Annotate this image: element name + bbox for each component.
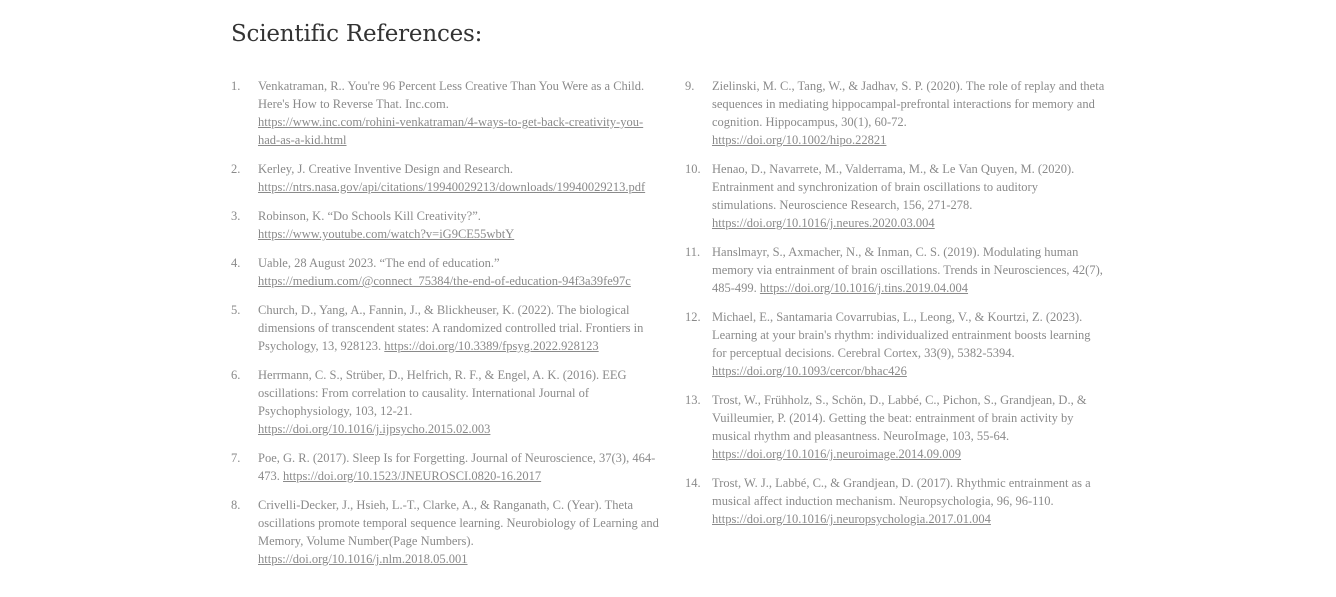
reference-text: Henao, D., Navarrete, M., Valderrama, M., & Le Van Quyen, M. (2020). Entrainment and synchronization of brain oscillations to auditory stimulations. Neuroscience Research, 156, 271-278.: [712, 162, 1075, 212]
reference-link[interactable]: https://doi.org/10.1002/hipo.22821: [712, 133, 887, 147]
reference-number: 12.: [685, 310, 701, 324]
reference-link[interactable]: https://doi.org/10.1016/j.nlm.2018.05.001: [258, 552, 468, 566]
reference-link[interactable]: https://doi.org/10.1016/j.ijpsycho.2015.02.003: [258, 422, 491, 436]
reference-link[interactable]: https://ntrs.nasa.gov/api/citations/19940029213/downloads/19940029213.pdf: [258, 180, 646, 194]
reference-link[interactable]: https://doi.org/10.1016/j.neuroimage.2014.09.009: [712, 447, 962, 461]
reference-text: Uable, 28 August 2023. “The end of education.”: [258, 256, 500, 270]
reference-item-13: [685, 391, 1105, 463]
reference-item-8: [231, 496, 661, 568]
reference-item-2: [231, 160, 661, 196]
reference-link[interactable]: https://doi.org/10.1016/j.neures.2020.03.004: [712, 216, 935, 230]
reference-item-4: [231, 254, 661, 290]
reference-link[interactable]: https://doi.org/10.1016/j.tins.2019.04.004: [759, 281, 969, 295]
reference-number: 8.: [231, 498, 241, 512]
reference-link[interactable]: https://doi.org/10.3389/fpsyg.2022.928123: [384, 339, 599, 353]
reference-link[interactable]: https://www.inc.com/rohini-venkatraman/4-ways-to-get-back-creativity-you-had-as-a-kid.html: [258, 115, 644, 147]
reference-number: 5.: [231, 303, 241, 317]
reference-link[interactable]: https://medium.com/@connect_75384/the-end-of-education-94f3a39fe97c: [258, 274, 631, 288]
reference-number: 14.: [685, 476, 701, 490]
reference-number: 9.: [685, 79, 695, 93]
reference-text: Trost, W. J., Labbé, C., & Grandjean, D. (2017). Rhythmic entrainment as a musical affect induction mechanism. Neuropsychologia, 96, 96-110.: [712, 476, 1091, 508]
reference-number: 2.: [231, 162, 241, 176]
reference-item-12: [685, 308, 1105, 380]
reference-item-10: [685, 160, 1105, 232]
reference-number: 11.: [685, 245, 701, 259]
reference-item-11: [685, 243, 1105, 297]
reference-text: Church, D., Yang, A., Fannin, J., & Blickheuser, K. (2022). The biological dimensions of transcendent states: A randomized controlled trial. Frontiers in Psychology, 13, 928123.: [258, 303, 644, 353]
reference-link[interactable]: https://doi.org/10.1523/JNEUROSCI.0820-16.2017: [283, 469, 542, 483]
reference-text: Crivelli-Decker, J., Hsieh, L.-T., Clarke, A., & Ranganath, C. (Year). Theta oscillations promote temporal sequence learning. Neurobiology of Learning and Memory, Volume Number(Page Numbers).: [258, 498, 659, 548]
reference-text: Poe, G. R. (2017). Sleep Is for Forgetting. Journal of Neuroscience, 37(3), 464-473.: [258, 451, 656, 483]
reference-number: 7.: [231, 451, 241, 465]
reference-item-5: [231, 301, 661, 355]
references-list-left: [231, 77, 661, 579]
reference-text: Zielinski, M. C., Tang, W., & Jadhav, S. P. (2020). The role of replay and theta sequences in mediating hippocampal-prefrontal interactions for memory and cognition. Hippocampus, 30(1), 60-72.: [712, 79, 1105, 129]
reference-text: Hanslmayr, S., Axmacher, N., & Inman, C. S. (2019). Modulating human memory via entrainment of brain oscillations. Trends in Neurosciences, 42(7), 485-499.: [712, 245, 1103, 295]
references-list-right: [685, 77, 1105, 539]
reference-item-9: [685, 77, 1105, 149]
reference-number: 10.: [685, 162, 701, 176]
reference-item-1: [231, 77, 661, 149]
reference-text: Robinson, K. “Do Schools Kill Creativity?”.: [258, 209, 481, 223]
reference-number: 13.: [685, 393, 701, 407]
reference-number: 6.: [231, 368, 241, 382]
reference-item-14: [685, 474, 1105, 528]
reference-item-6: [231, 366, 661, 438]
reference-item-3: [231, 207, 661, 243]
reference-link[interactable]: https://www.youtube.com/watch?v=iG9CE55wbtY: [258, 227, 515, 241]
reference-text: Michael, E., Santamaria Covarrubias, L., Leong, V., & Kourtzi, Z. (2023). Learning at your brain's rhythm: individualized entrainment boosts learning for perceptual decisions. Cerebral Cortex, 33(9), 5382-5394.: [712, 310, 1091, 360]
reference-number: 1.: [231, 79, 241, 93]
page-title: Scientific References:: [231, 21, 483, 47]
reference-text: Trost, W., Frühholz, S., Schön, D., Labbé, C., Pichon, S., Grandjean, D., & Vuilleumier, P. (2014). Getting the beat: entrainment of brain activity by musical rhythm and pleasantness. NeuroImage, 103, 55-64.: [712, 393, 1087, 443]
reference-text: Venkatraman, R.. You're 96 Percent Less Creative Than You Were as a Child. Here's How to Reverse That. Inc.com.: [258, 79, 645, 111]
reference-number: 4.: [231, 256, 241, 270]
reference-item-7: [231, 449, 661, 485]
reference-number: 3.: [231, 209, 241, 223]
reference-link[interactable]: https://doi.org/10.1016/j.neuropsychologia.2017.01.004: [712, 512, 991, 526]
reference-text: Herrmann, C. S., Strüber, D., Helfrich, R. F., & Engel, A. K. (2016). EEG oscillations: From correlation to causality. International Journal of Psychophysiology, 103, 12-21.: [258, 368, 627, 418]
reference-text: Kerley, J. Creative Inventive Design and Research.: [258, 162, 513, 176]
reference-link[interactable]: https://doi.org/10.1093/cercor/bhac426: [712, 364, 907, 378]
